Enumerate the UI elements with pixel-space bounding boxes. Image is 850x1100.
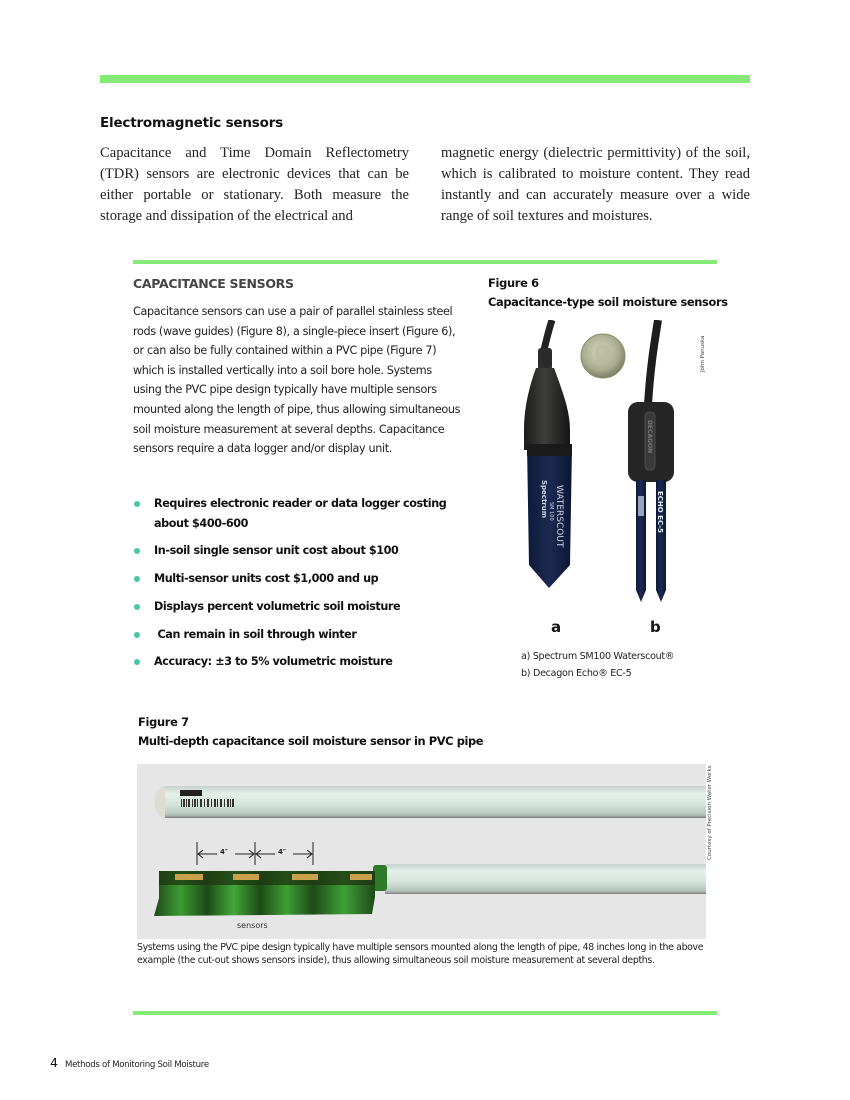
figure-7-title: Multi-depth capacitance soil moisture sensor in PVC pipe bbox=[138, 734, 484, 748]
sidebar-heading: CAPACITANCE SENSORS bbox=[133, 276, 294, 291]
svg-text:WATERSCOUT: WATERSCOUT bbox=[554, 485, 564, 548]
sidebar-body: Capacitance sensors can use a pair of parallel stainless steel rods (wave guides) (Figure 8), a single-piece insert (Figure 6), or can also be fully contained within a PVC pipe (Figure 7) which is installed vertically into a soil bore hole. Systems using the PVC pipe design typically have multiple sensors mounted along the length of pipe, thus allowing simultaneous soil moisture measurement at several depths. Capacitance sensors require a data logger and/or display unit. bbox=[133, 305, 461, 456]
bullet-icon bbox=[134, 501, 140, 507]
figure-7-label: Figure 7 bbox=[138, 715, 189, 729]
list-item: Multi-sensor units cost $1,000 and up bbox=[133, 569, 453, 589]
intro-paragraph-right: magnetic energy (dielectric permittivity) of the soil, which is calibrated to moisture content. They read instantly and can accurately measure over a wide range of soil textures and moistures. bbox=[441, 145, 750, 224]
list-item: Accuracy: ±3 to 5% volumetric moisture bbox=[133, 652, 453, 672]
figure-6-label: Figure 6 bbox=[488, 276, 539, 290]
spacing-label-1: 4″ bbox=[220, 848, 228, 856]
photo-credit: Courtesy of Precision Water Works bbox=[707, 765, 713, 860]
feature-list bbox=[133, 494, 453, 680]
sensor-photo bbox=[500, 320, 712, 620]
figure-6-caption-b: b) Decagon Echo® EC-5 bbox=[521, 668, 632, 679]
bullet-icon bbox=[134, 604, 140, 610]
figure-7-caption: Systems using the PVC pipe design typically have multiple sensors mounted along the length of pipe, 48 inches long in the above example (the cut-out shows sensors inside), thus allowing simultaneous soil moisture measurement at several depths. bbox=[137, 942, 704, 966]
intro-paragraph-left: Capacitance and Time Domain Reflectometry (TDR) sensors are electronic devices that can be either portable or stationary. Both measure the storage and dissipation of the electrical and bbox=[100, 145, 409, 224]
list-item: In-soil single sensor unit cost about $100 bbox=[133, 541, 453, 561]
list-item: Can remain in soil through winter bbox=[133, 625, 453, 645]
bullet-icon bbox=[134, 576, 140, 582]
figure-6-letter-b: b bbox=[650, 618, 661, 636]
svg-text:Spectrum: Spectrum bbox=[540, 480, 548, 519]
section-heading: Electromagnetic sensors bbox=[100, 115, 283, 131]
top-accent-rule bbox=[100, 75, 750, 83]
svg-text:DECAGON: DECAGON bbox=[646, 420, 653, 454]
sidebar-bottom-rule bbox=[133, 1011, 717, 1015]
sidebar-top-rule bbox=[133, 260, 717, 264]
svg-text:SM 100: SM 100 bbox=[548, 502, 554, 521]
list-item: Displays percent volumetric soil moisture bbox=[133, 597, 453, 617]
svg-text:ECHO EC-5: ECHO EC-5 bbox=[656, 491, 664, 534]
figure-6-letter-a: a bbox=[551, 618, 562, 636]
photo-credit: John Panuska bbox=[700, 335, 706, 372]
page-footer bbox=[50, 1055, 209, 1070]
page-number: 4 bbox=[50, 1055, 58, 1070]
sensors-label: sensors bbox=[237, 921, 268, 930]
pvc-pipe-photo bbox=[137, 764, 706, 939]
figure-6-caption-a: a) Spectrum SM100 Waterscout® bbox=[521, 651, 675, 662]
figure-6-title: Capacitance-type soil moisture sensors bbox=[488, 295, 728, 309]
bullet-icon bbox=[134, 548, 140, 554]
spacing-label-2: 4″ bbox=[278, 848, 286, 856]
bullet-icon bbox=[134, 632, 140, 638]
document-title: Methods of Monitoring Soil Moisture bbox=[64, 1060, 209, 1070]
bullet-icon bbox=[134, 659, 140, 665]
list-item: Requires electronic reader or data logger costing about $400-600 bbox=[133, 494, 453, 533]
